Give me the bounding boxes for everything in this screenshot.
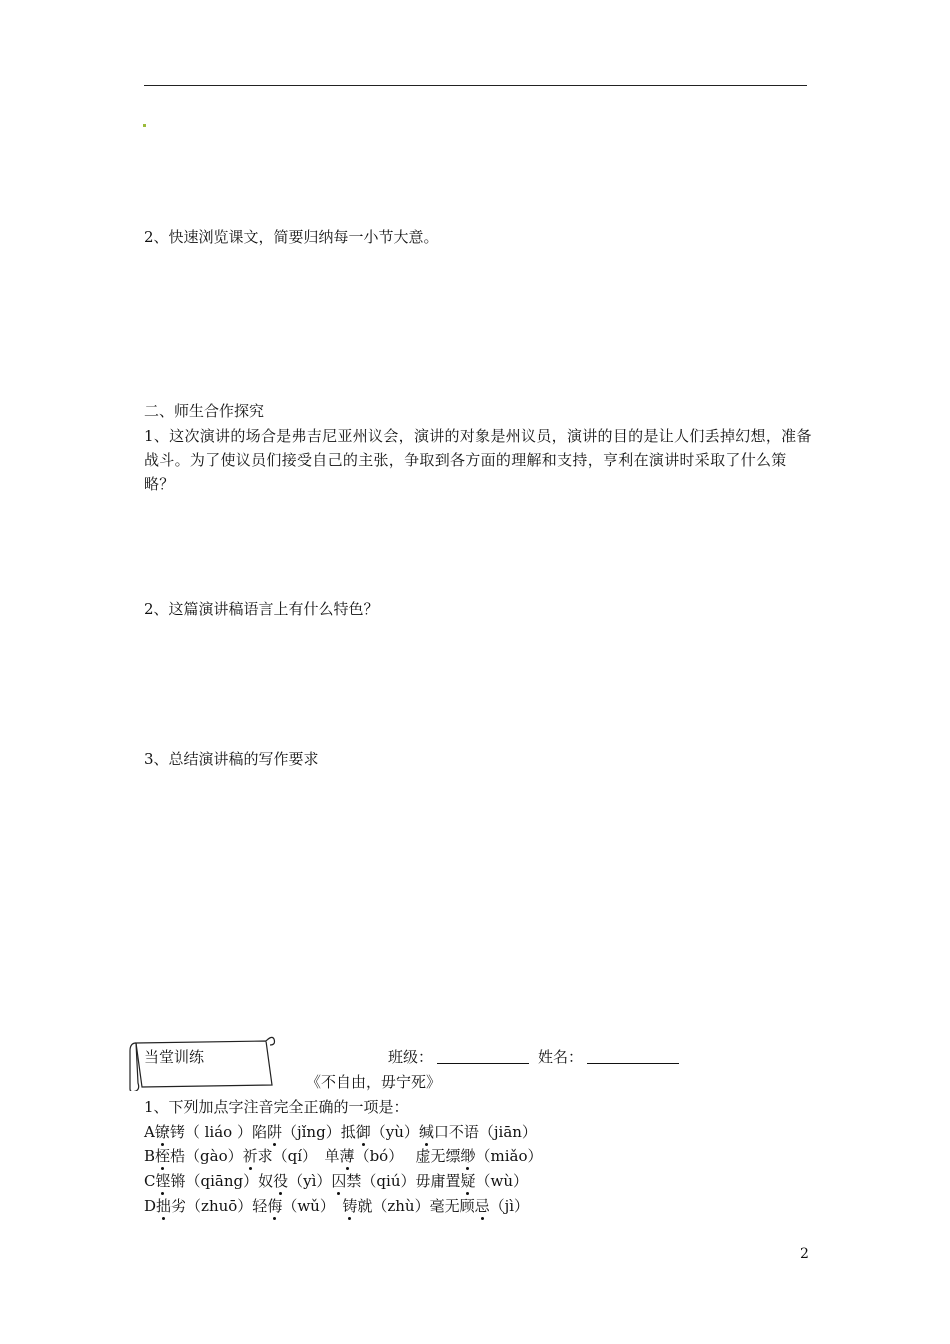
practice-question: 1、下列加点字注音完全正确的一项是：: [144, 1098, 409, 1116]
header-rule: [144, 85, 807, 86]
question-2-language: 2、这篇演讲稿语言上有什么特色？: [144, 600, 379, 618]
page-number: 2: [800, 1246, 809, 1262]
stray-mark: [143, 124, 146, 127]
question-2-summary: 2、快速浏览课文，简要归纳每一小节大意。: [144, 228, 439, 246]
option-b: B桎梏（gào）祈求（qí） 单薄（bó） 虚无缥缈（miǎo）: [144, 1147, 543, 1165]
name-label: 姓名：: [538, 1048, 584, 1066]
option-d: D拙劣（zhuō）轻侮（wǔ） 铸就（zhù）毫无顾忌（jì）: [144, 1197, 530, 1215]
section-heading: 二、师生合作探究: [144, 402, 265, 420]
class-blank[interactable]: [437, 1047, 529, 1064]
question-3-writing: 3、总结演讲稿的写作要求: [144, 750, 319, 768]
name-field[interactable]: [538, 1046, 679, 1068]
name-blank[interactable]: [587, 1047, 679, 1064]
class-field[interactable]: [388, 1046, 529, 1068]
option-a: A镣铐（ liáo ）陷阱（jǐng）抵御（yù）缄口不语（jiān）: [144, 1123, 537, 1141]
question-1-strategy: 1、这次演讲的场合是弗吉尼亚州议会，演讲的对象是州议员，演讲的目的是让人们丢掉幻想，准备战斗。为了使议员们接受自己的主张，争取到各方面的理解和支持，亨利在演讲时采取了什么策略？: [144, 427, 812, 493]
text-title: 《不自由，毋宁死》: [306, 1073, 442, 1091]
banner-label: 当堂训练: [144, 1048, 205, 1066]
option-c: C铿锵（qiāng）奴役（yì）囚禁（qiú）毋庸置疑（wù）: [144, 1172, 529, 1190]
class-label: 班级：: [388, 1048, 434, 1066]
